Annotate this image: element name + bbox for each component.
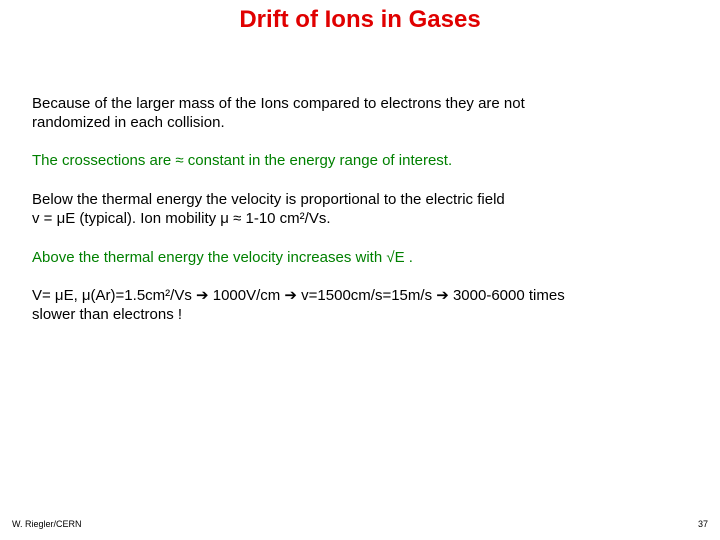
- page-number: 37: [697, 519, 708, 529]
- paragraph-thermal-below: Below the thermal energy the velocity is proportional to the electric field v = μE (typical). Ion mobility μ ≈ 1-10 cm²/Vs.: [32, 191, 505, 227]
- paragraph-ion-mass: Because of the larger mass of the Ions compared to electrons they are not randomized in each collision.: [32, 95, 525, 131]
- paragraph-crossections: The crossections are ≈ constant in the energy range of interest.: [32, 152, 453, 169]
- paragraph-thermal-above: Above the thermal energy the velocity increases with √E .: [32, 249, 413, 266]
- paragraph-ion-velocity: V= μE, μ(Ar)=1.5cm²/Vs ➔ 1000V/cm ➔ v=1500cm/s=15m/s ➔ 3000-6000 times slower than electrons !: [32, 287, 565, 323]
- footer-author: W. Riegler/CERN: [12, 519, 82, 529]
- slide-title: Drift of Ions in Gases: [239, 6, 481, 33]
